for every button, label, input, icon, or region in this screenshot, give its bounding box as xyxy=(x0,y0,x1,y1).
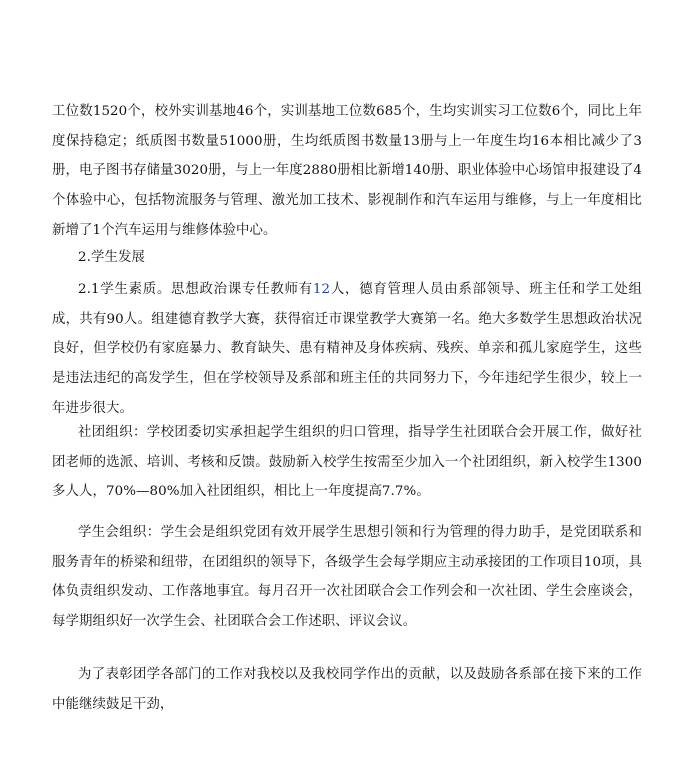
paragraph-club-organization: 社团组织：学校团委切实承担起学生组织的归口管理，指导学生社团联合会开展工作，做好社团老师的选派、培训、考核和反馈。鼓励新入校学生按需至少加入一个社团组织，新入校学生1300多人人，70%—80%加入社团组织，相比上一年度提高7.7%。 xyxy=(52,425,642,500)
paragraph-commendation: 为了表彰团学各部门的工作对我校以及我校同学作出的贡献，以及鼓励各系部在接下来的工作中能继续鼓足干劲， xyxy=(52,667,642,712)
paragraph-student-quality xyxy=(52,275,642,424)
teacher-count-number: 12 xyxy=(312,282,331,297)
paragraph-student-union: 学生会组织：学生会是组织党团有效开展学生思想引领和行为管理的得力助手，是党团联系和服务青年的桥梁和纽带，在团组织的领导下，各级学生会每学期应主动承接团的工作项目10项，具体负责组织发动、工作落地事宜。每月召开一次社团联合会工作列会和一次社团、学生会座谈会，每学期组织好一次学生会、社团联合会工作述职、评议会议。 xyxy=(52,525,642,630)
student-quality-text-start: 2.1学生素质。思想政治课专任教师有 xyxy=(78,282,313,297)
paragraph-facilities: 工位数1520个，校外实训基地46个，实训基地工位数685个，生均实训实习工位数6个，同比上年度保持稳定；纸质图书数量51000册，生均纸质图书数量13册与上一年度生均16本相比减少了3册，电子图书存储量3020册，与上一年度2880册相比新增140册、职业体验中心场馆申报建设了4个体验中心，包括物流服务与管理、激光加工技术、影视制作和汽车运用与维修，与上一年度相比新增了1个汽车运用与维修体验中心。 xyxy=(52,104,642,238)
section-heading-student-development: 2.学生发展 xyxy=(78,250,145,265)
student-quality-text-rest: 人，德育管理人员由系部领导、班主任和学工处组成，共有90人。组建德育教学大赛，获得宿迁市课堂教学大赛第一名。绝大多数学生思想政治状况良好，但学校仍有家庭暴力、教育缺失、患有精神及身体疾病、残疾、单亲和孤儿家庭学生，这些是违法违纪的高发学生，但在学校领导及系部和班主任的共同努力下，今年违纪学生很少，较上一年进步很大。 xyxy=(52,282,642,416)
